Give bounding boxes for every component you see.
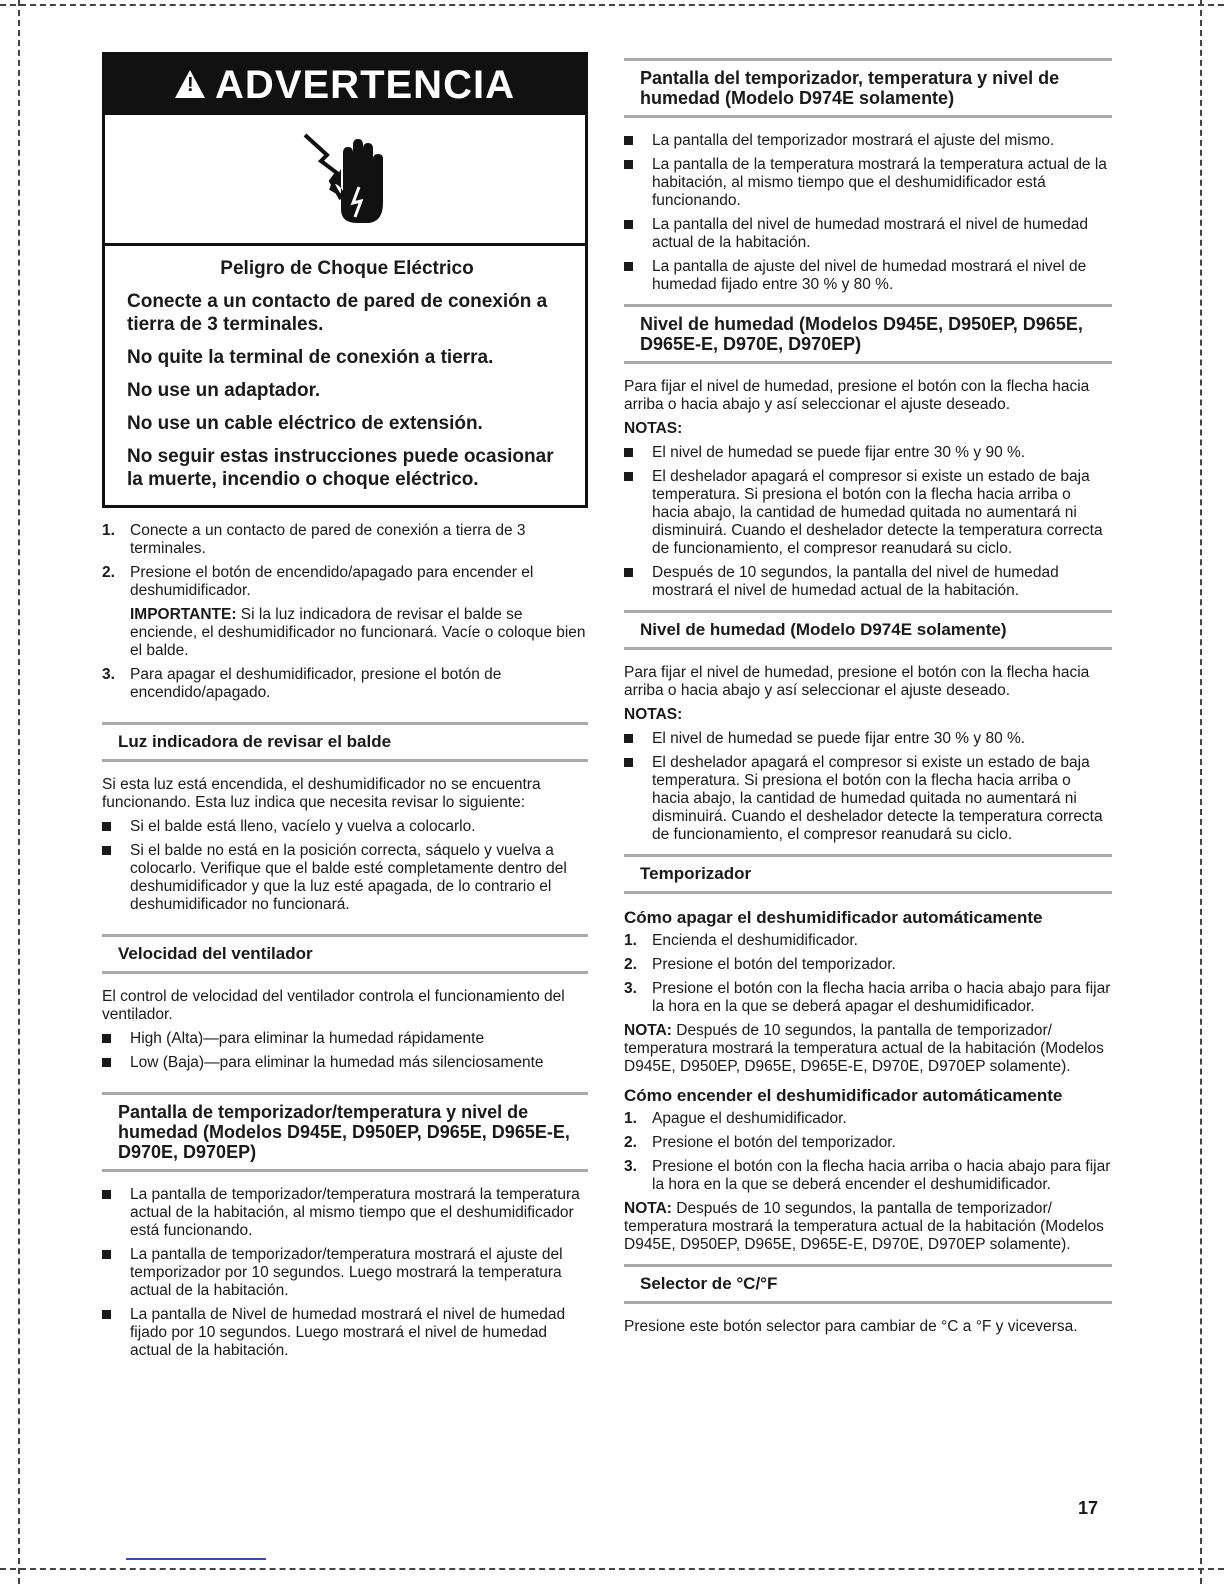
step-number: 2. [624, 1134, 637, 1151]
step-number: 1. [624, 1110, 637, 1127]
encender-note [624, 1200, 1112, 1254]
pantalla-multi-bullets [102, 1186, 588, 1360]
step-item [624, 956, 1112, 974]
selector-text: Presione este botón selector para cambiar de °C a °F y viceversa. [624, 1318, 1078, 1335]
luz-intro: Si esta luz está encendida, el deshumidificador no se encuentra funcionando. Esta luz indica que necesita revisar lo siguiente: [102, 776, 541, 811]
bullet-item: El deshelador apagará el compresor si existe un estado de baja temperatura. Si presiona el botón con la flecha hacia arriba o hacia abajo, la cantidad de humedad quitada no aumentará ni disminuirá. Cuando el deshelador detecte la temperatura correcta de funcionamiento, el compresor reanudará su ciclo. [624, 754, 1112, 844]
bullet-item: Low (Baja)—para eliminar la humedad más silenciosamente [102, 1054, 588, 1072]
apagar-note [624, 1022, 1112, 1076]
notas-label: NOTAS: [624, 420, 683, 437]
section-title-pantalla-multi: Pantalla de temporizador/temperatura y nivel de humedad (Modelos D945E, D950EP, D965E, D965E-E, D970E, D970EP) [102, 1092, 588, 1172]
important-text: Si la luz indicadora de revisar el balde se enciende, el deshumidificador no funcionará. Vacíe o coloque bien el balde. [130, 606, 586, 659]
step-text: Presione el botón del temporizador. [652, 956, 896, 973]
warning-header [105, 55, 585, 115]
nota-label: NOTA: [624, 1200, 672, 1217]
velocidad-intro: El control de velocidad del ventilador controla el funcionamiento del ventilador. [102, 988, 565, 1023]
luz-bullets [102, 818, 588, 914]
bullet-item: La pantalla de Nivel de humedad mostrará el nivel de humedad fijado por 10 segundos. Luego mostrará el nivel de humedad actual de la habitación. [102, 1306, 588, 1360]
step-text: Encienda el deshumidificador. [652, 932, 858, 949]
bullet-item: Después de 10 segundos, la pantalla del nivel de humedad mostrará el nivel de humedad actual de la habitación. [624, 564, 1112, 600]
step-text: Presione el botón de encendido/apagado para encender el deshumidificador. [130, 564, 534, 599]
step-text: Para apagar el deshumidificador, presione el botón de encendido/apagado. [130, 666, 502, 701]
section-title-velocidad: Velocidad del ventilador [102, 934, 588, 974]
step-text: Apague el deshumidificador. [652, 1110, 847, 1127]
velocidad-bullets [102, 1030, 588, 1072]
nivel-d974-intro: Para fijar el nivel de humedad, presione el botón con la flecha hacia arriba o hacia abajo y así seleccionar el ajuste deseado. [624, 664, 1090, 699]
apagar-title: Cómo apagar el deshumidificador automáticamente [624, 908, 1043, 927]
important-label: IMPORTANTE: [130, 606, 237, 623]
step-text: Presione el botón del temporizador. [652, 1134, 896, 1151]
step-item [102, 564, 588, 660]
apagar-note-text: Después de 10 segundos, la pantalla de temporizador/ temperatura mostrará la temperatura actual de la habitación (Modelos D945E, D950EP, D965E, D965E-E, D970E, D970EP solamente). [624, 1022, 1104, 1075]
bullet-item: Si el balde no está en la posición correcta, sáquelo y vuelva a colocarlo. Verifique que el balde esté completamente dentro del deshumidificador y que la luz esté apagada, de lo contrario el deshumidificador no funcionará. [102, 842, 588, 914]
page-number: 17 [1078, 1498, 1099, 1518]
apagar-steps [624, 932, 1112, 1016]
notas-label: NOTAS: [624, 706, 683, 723]
warning-line: Conecte a un contacto de pared de conexión a tierra de 3 terminales. [127, 291, 548, 335]
bullet-item: La pantalla de la temperatura mostrará la temperatura actual de la habitación, al mismo tiempo que el deshumidificador está funcionando. [624, 156, 1112, 210]
steps-list [102, 522, 588, 702]
warning-line: No use un adaptador. [127, 380, 321, 401]
section-title-luz: Luz indicadora de revisar el balde [102, 722, 588, 762]
section-title-pantalla-d974: Pantalla del temporizador, temperatura y nivel de humedad (Modelo D974E solamente) [624, 58, 1112, 118]
pantalla-d974-bullets [624, 132, 1112, 294]
warning-line: No use un cable eléctrico de extensión. [127, 413, 483, 434]
left-column [102, 52, 588, 1366]
step-item [102, 666, 588, 702]
bullet-item: El nivel de humedad se puede fijar entre 30 % y 80 %. [624, 730, 1112, 748]
section-title-selector: Selector de °C/°F [624, 1264, 1112, 1304]
step-text: Presione el botón con la flecha hacia arriba o hacia abajo para fijar la hora en la que se deberá apagar el deshumidificador. [652, 980, 1111, 1015]
section-title-nivel-multi: Nivel de humedad (Modelos D945E, D950EP, D965E, D965E-E, D970E, D970EP) [624, 304, 1112, 364]
step-item [624, 980, 1112, 1016]
bullet-item: Si el balde está lleno, vacíelo y vuelva a colocarlo. [102, 818, 588, 836]
bullet-item: El nivel de humedad se puede fijar entre 30 % y 90 %. [624, 444, 1112, 462]
warning-box [102, 52, 588, 508]
cut-line-bottom [0, 1568, 1224, 1570]
nivel-d974-bullets [624, 730, 1112, 844]
cut-line-right [1200, 0, 1202, 1584]
step-number: 1. [624, 932, 637, 949]
nivel-multi-bullets [624, 444, 1112, 600]
bullet-item: High (Alta)—para eliminar la humedad rápidamente [102, 1030, 588, 1048]
bullet-item: La pantalla de ajuste del nivel de humedad mostrará el nivel de humedad fijado entre 30 % y 80 %. [624, 258, 1112, 294]
bullet-item: La pantalla de temporizador/temperatura mostrará el ajuste del temporizador por 10 segundos. Luego mostrará la temperatura actual de la habitación. [102, 1246, 588, 1300]
warning-triangle-icon: ! [175, 70, 205, 98]
cut-line-left [18, 0, 20, 1584]
right-column [624, 40, 1112, 1342]
step-item [624, 932, 1112, 950]
step-item [624, 1158, 1112, 1194]
bottom-mark [126, 1558, 266, 1560]
section-title-nivel-d974: Nivel de humedad (Modelo D974E solamente) [624, 610, 1112, 650]
bullet-item: El deshelador apagará el compresor si existe un estado de baja temperatura. Si presiona el botón con la flecha hacia arriba o hacia abajo, la cantidad de humedad quitada no aumentará ni disminuirá. Cuando el deshelador detecte la temperatura correcta de funcionamiento, el compresor reanudará su ciclo. [624, 468, 1112, 558]
warning-line: No quite la terminal de conexión a tierra. [127, 347, 494, 368]
warning-line: No seguir estas instrucciones puede ocasionar la muerte, incendio o choque eléctrico. [127, 446, 554, 490]
encender-steps [624, 1110, 1112, 1194]
step-item [624, 1110, 1112, 1128]
encender-title: Cómo encender el deshumidificador automáticamente [624, 1086, 1063, 1105]
hazard-title: Peligro de Choque Eléctrico [220, 258, 474, 279]
electric-shock-icon [105, 115, 585, 246]
step-text: Conecte a un contacto de pared de conexión a tierra de 3 terminales. [130, 522, 526, 557]
bullet-item: La pantalla del nivel de humedad mostrará el nivel de humedad actual de la habitación. [624, 216, 1112, 252]
step-number: 1. [102, 522, 115, 539]
bullet-item: La pantalla de temporizador/temperatura mostrará la temperatura actual de la habitación, al mismo tiempo que el deshumidificador está funcionando. [102, 1186, 588, 1240]
step-number: 3. [624, 980, 637, 997]
encender-note-text: Después de 10 segundos, la pantalla de temporizador/ temperatura mostrará la temperatura actual de la habitación (Modelos D945E, D950EP, D965E, D965E-E, D970E, D970EP solamente). [624, 1200, 1104, 1253]
step-number: 3. [102, 666, 115, 683]
step-number: 3. [624, 1158, 637, 1175]
important-note [130, 606, 588, 660]
bullet-item: La pantalla del temporizador mostrará el ajuste del mismo. [624, 132, 1112, 150]
step-number: 2. [102, 564, 115, 581]
warning-header-text: ADVERTENCIA [215, 62, 515, 107]
nivel-multi-intro: Para fijar el nivel de humedad, presione el botón con la flecha hacia arriba o hacia abajo y así seleccionar el ajuste deseado. [624, 378, 1090, 413]
step-item [102, 522, 588, 558]
step-item [624, 1134, 1112, 1152]
step-text: Presione el botón con la flecha hacia arriba o hacia abajo para fijar la hora en la que se deberá encender el deshumidificador. [652, 1158, 1111, 1193]
cut-line-top [0, 4, 1224, 6]
step-number: 2. [624, 956, 637, 973]
warning-body [105, 246, 585, 505]
nota-label: NOTA: [624, 1022, 672, 1039]
section-title-temporizador: Temporizador [624, 854, 1112, 894]
